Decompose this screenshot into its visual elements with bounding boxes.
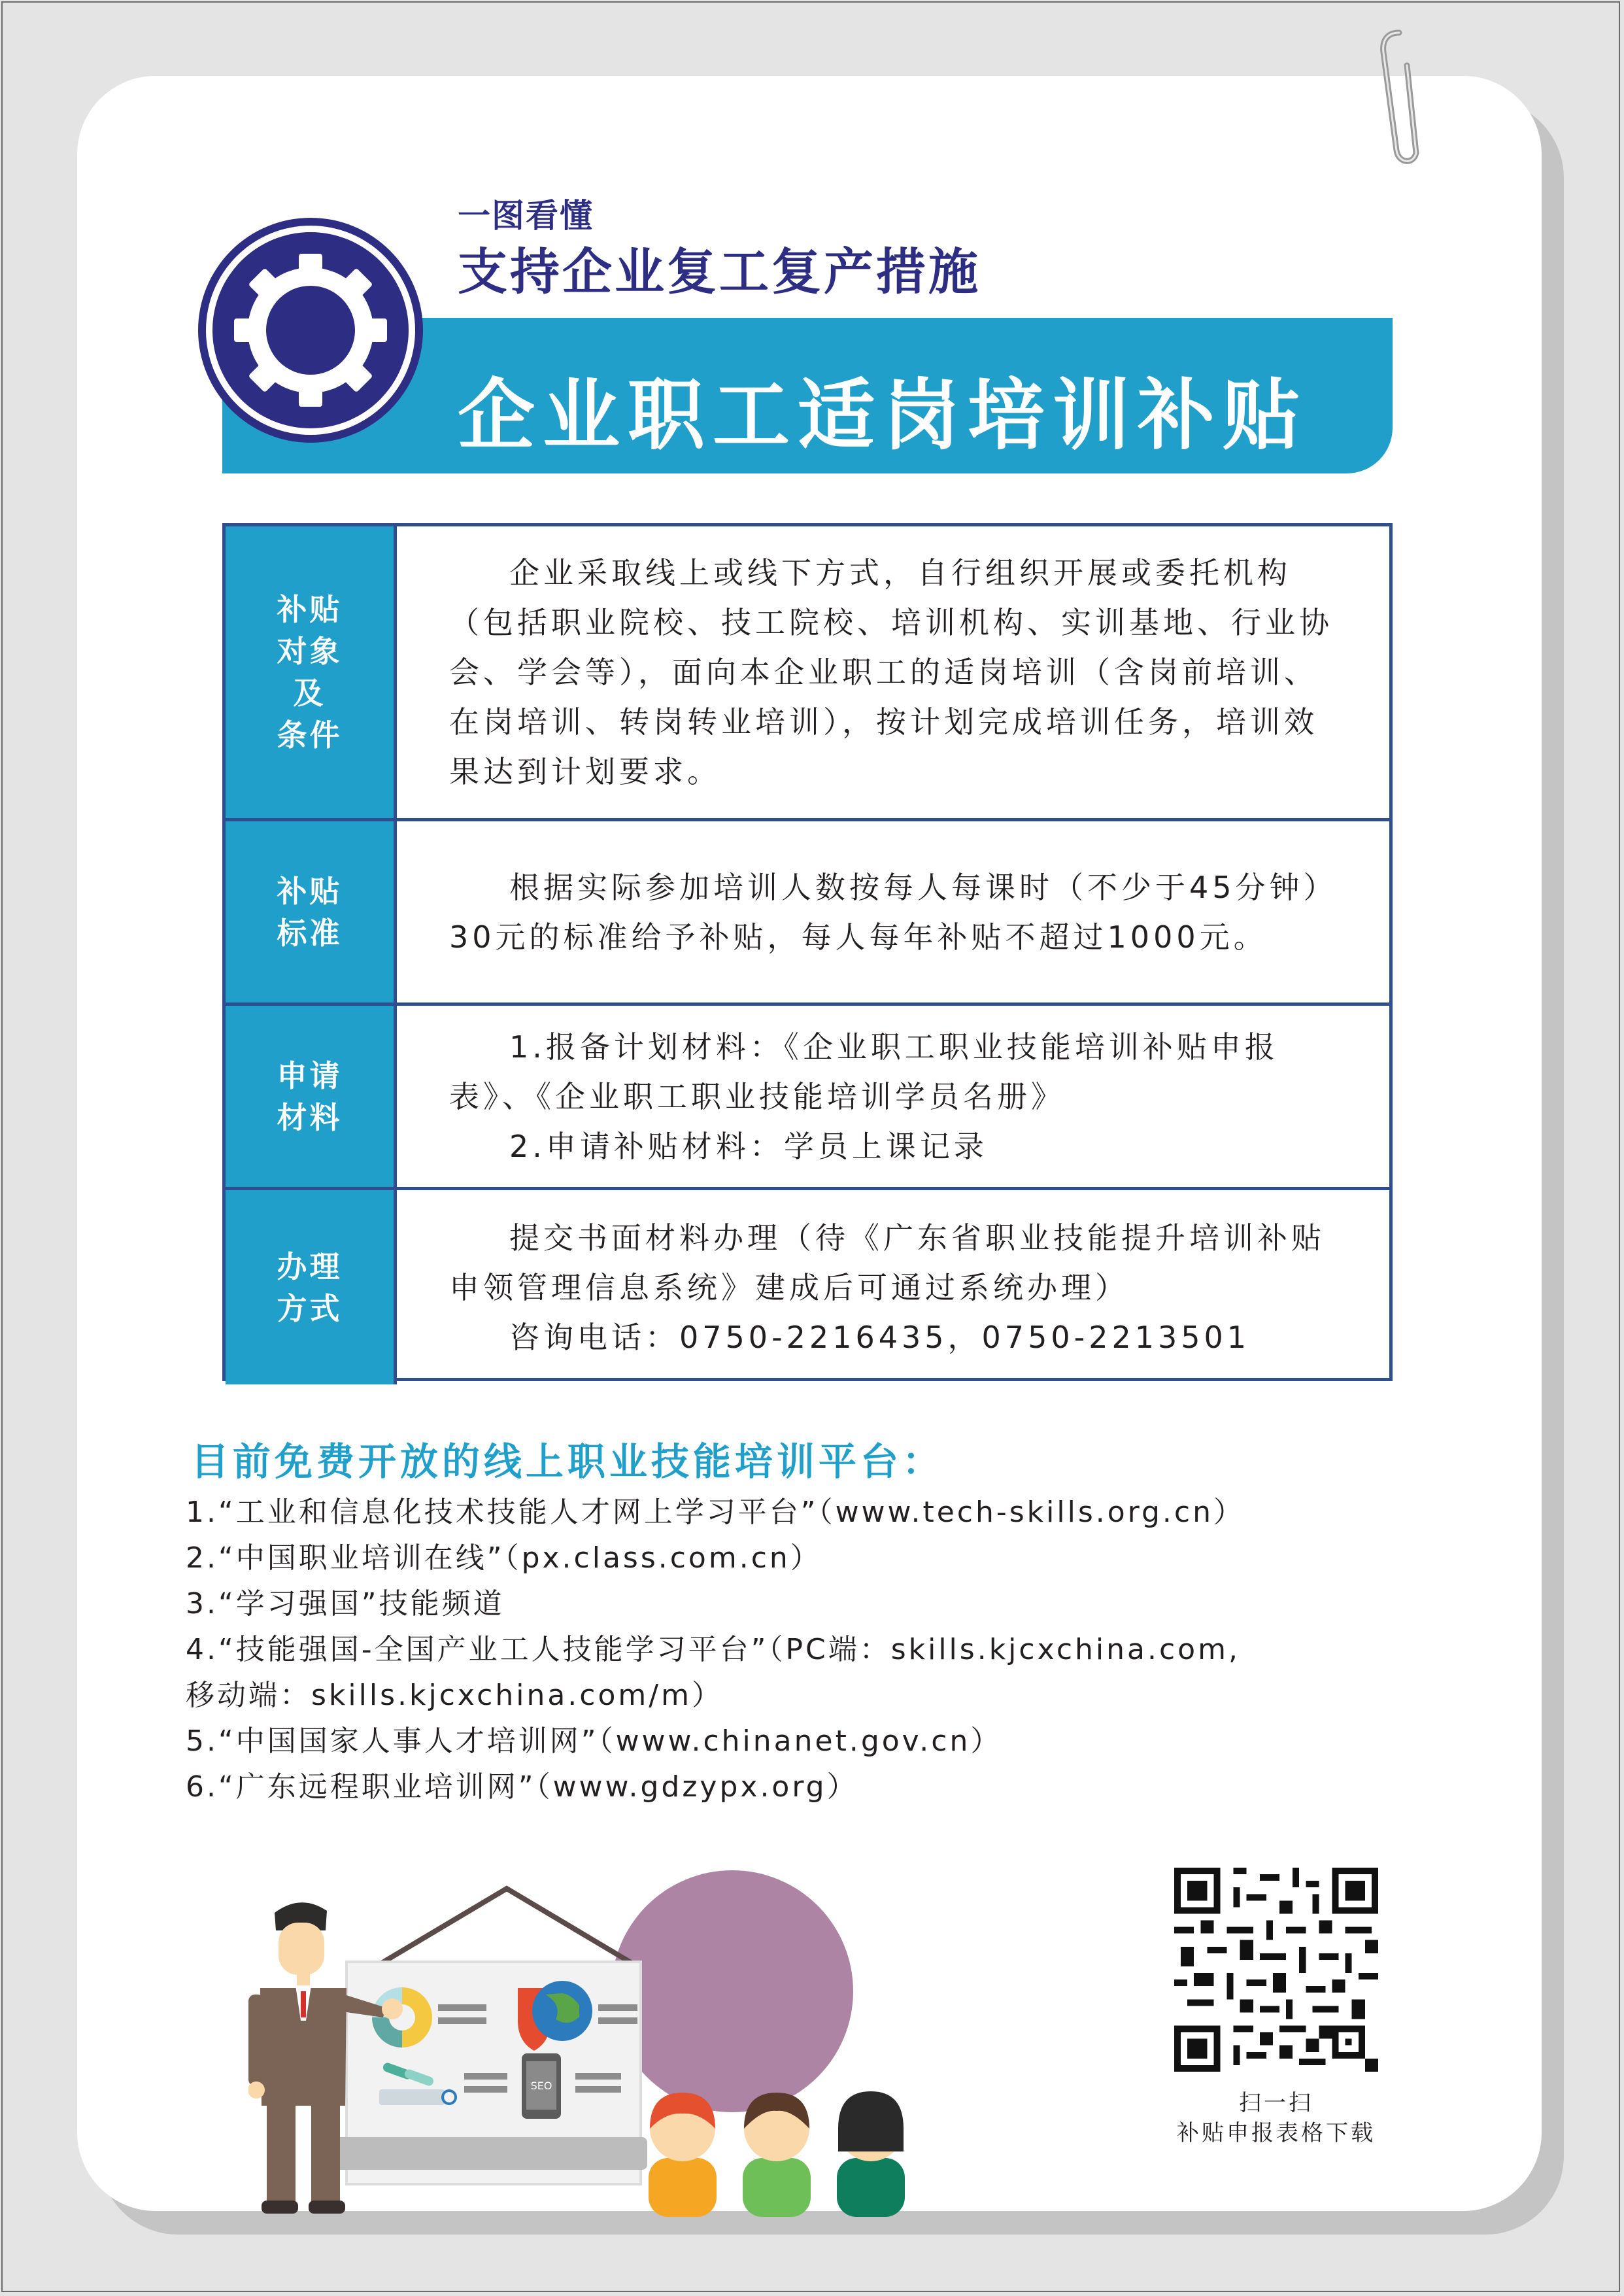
subsidy-table <box>222 523 1393 1381</box>
table-row <box>226 1002 1389 1187</box>
row-text: 1.报备计划材料：《企业职工职业技能培训补贴申报表》、《企业职工职业技能培训学员名册》 <box>449 1029 1279 1114</box>
row-header-line: 补贴 <box>277 592 343 627</box>
qr-caption: 扫一扫 <box>1239 2090 1313 2116</box>
seo-label: SEO <box>530 2080 552 2092</box>
row-content <box>397 1006 1389 1187</box>
list-item: 5.“中国国家人事人才培训网”（www.chinanet.gov.cn） <box>186 1724 1002 1758</box>
row-header-line: 办理 <box>277 1248 343 1284</box>
row-content <box>397 1190 1389 1384</box>
page-title: 企业职工适岗培训补贴 <box>458 370 1308 460</box>
qr-code <box>1174 1868 1378 2072</box>
row-text: 2.申请补贴材料：学员上课记录 <box>509 1128 988 1164</box>
row-header <box>226 1190 397 1384</box>
presentation-illustration <box>248 1870 941 2217</box>
row-header-line: 标准 <box>277 915 343 951</box>
row-text: 提交书面材料办理（待《广东省职业技能提升培训补贴申领管理信息系统》建成后可通过系统办理） <box>449 1220 1325 1305</box>
row-header <box>226 526 397 818</box>
list-item: 移动端：skills.kjcxchina.com/m） <box>186 1679 723 1712</box>
row-header-line: 条件 <box>277 717 343 753</box>
purple-circle <box>611 1870 853 2112</box>
row-content <box>397 821 1389 1002</box>
row-header-line: 方式 <box>277 1290 343 1326</box>
header-subtitle: 支持企业复工复产措施 <box>458 243 981 301</box>
table-row <box>226 526 1389 818</box>
list-item: 6.“广东远程职业培训网”（www.gdzypx.org） <box>186 1770 858 1804</box>
row-header-line: 对象 <box>277 634 343 669</box>
row-header <box>226 821 397 1002</box>
row-header-line: 及 <box>293 676 326 711</box>
list-item: 1.“工业和信息化技术技能人才网上学习平台”（www.tech-skills.org.cn） <box>186 1496 1245 1529</box>
row-header-line: 材料 <box>277 1099 343 1135</box>
qr-caption-download: 补贴申报表格下载 <box>1177 2120 1376 2146</box>
row-text: 企业采取线上或线下方式，自行组织开展或委托机构（包括职业院校、技工院校、培训机构、实训基地、行业协会、学会等），面向本企业职工的适岗培训（含岗前培训、在岗培训、转岗转业培训），按计划完成培训任务，培训效果达到计划要求。 <box>449 555 1333 789</box>
platforms-title: 目前免费开放的线上职业技能培训平台： <box>191 1439 945 1484</box>
paperclip-icon <box>1373 26 1432 170</box>
list-item: 2.“中国职业培训在线”（px.class.com.cn） <box>186 1541 822 1575</box>
row-header-line: 申请 <box>277 1057 343 1093</box>
list-item: 4.“技能强国-全国产业工人技能学习平台”（PC端：skills.kjcxchina.com, <box>186 1633 1240 1666</box>
table-row <box>226 818 1389 1002</box>
platforms-list <box>186 1490 1493 1810</box>
row-header-line: 补贴 <box>277 873 343 909</box>
list-item: 3.“学习强国”技能频道 <box>186 1587 505 1620</box>
row-text: 根据实际参加培训人数按每人每课时（不少于45分钟）30元的标准给予补贴，每人每年补贴不超过1000元。 <box>449 869 1338 955</box>
table-row <box>226 1187 1389 1384</box>
header-subtitle-small: 一图看懂 <box>458 197 594 235</box>
audience-figures <box>649 2091 905 2217</box>
gear-icon <box>196 216 425 445</box>
row-content <box>397 526 1389 818</box>
row-text: 咨询电话：0750-2216435，0750-2213501 <box>509 1319 1251 1355</box>
row-header <box>226 1006 397 1187</box>
